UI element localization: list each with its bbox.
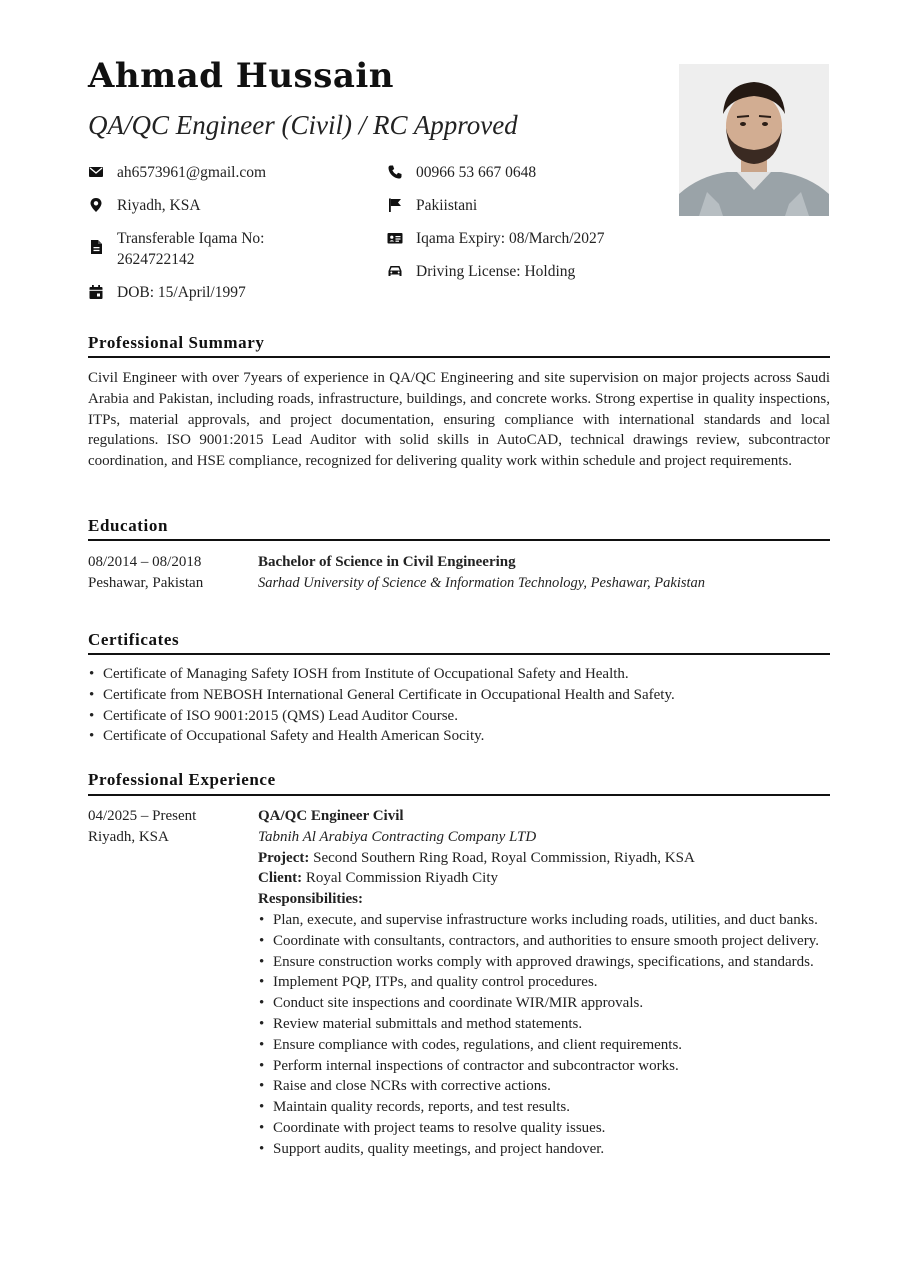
list-item: • Raise and close NCRs with corrective actions. [258,1076,830,1097]
profile-photo [679,64,829,216]
calendar-icon [88,284,104,300]
experience-details [258,806,830,1160]
contact-dob [88,282,246,303]
summary-text: Civil Engineer with over 7years of experience in QA/QC Engineering and site supervision on major projects across Saudi Arabia and Pakistan, including roads, infrastructure, buildings, and concrete works. Strong expertise in quality inspections, ITPs, material approvals, and project documentation, ensuring compliance with international standards and local regulations. ISO 9001:2015 Lead Auditor with solid skills in AutoCAD, technical drawings review, subcontractor coordination, and HSE compliance, recognized for delivering quality work within schedule and project requirements. [88,370,830,470]
contact-nationality-text: Pakiistani [416,197,478,214]
car-icon [387,263,403,279]
experience-client-value: Royal Commission Riyadh City [305,870,499,887]
experience-responsibilities-label: Responsibilities: [258,891,364,908]
list-item: • Ensure compliance with codes, regulations, and client requirements. [258,1035,830,1056]
document-icon [88,239,104,255]
certificates-heading: Certificates [88,630,180,649]
education-place: Peshawar, Pakistan [88,574,204,591]
list-item: • Review material submittals and method statements. [258,1014,830,1035]
phone-icon [387,164,403,180]
education-meta [88,552,203,594]
candidate-name: Ahmad Hussain [88,56,395,96]
contact-phone[interactable] [387,162,536,183]
responsibilities-list [258,910,830,1160]
contact-location-text: Riyadh, KSA [117,197,201,214]
experience-project-label: Project: [258,849,310,866]
contact-iqama-expiry [387,228,605,249]
id-card-icon [387,230,403,246]
experience-project-value: Second Southern Ring Road, Royal Commission, Riyadh, KSA [313,849,695,866]
contact-nationality [387,195,477,216]
contact-location [88,195,201,216]
experience-client-label: Client: [258,870,303,887]
contact-email-text[interactable]: ah6573961@gmail.com [117,164,267,181]
list-item: • Certificate of Managing Safety IOSH from Institute of Occupational Safety and Health. [88,664,830,685]
list-item: • Coordinate with consultants, contractors, and authorities to ensure smooth project delivery. [258,931,830,952]
experience-company: Tabnih Al Arabiya Contracting Company LTD [258,828,537,845]
experience-dates: 04/2025 – Present [88,808,197,824]
education-dates: 08/2014 – 08/2018 [88,554,202,570]
experience-project [258,848,830,869]
certificates-divider [88,653,830,655]
list-item: • Perform internal inspections of contractor and subcontractor works. [258,1056,830,1077]
summary-divider [88,356,830,358]
list-item: • Implement PQP, ITPs, and quality control procedures. [258,972,830,993]
contact-iqama-number: 2624722142 [117,251,195,268]
experience-client [258,868,830,889]
candidate-role: QA/QC Engineer (Civil) / RC Approved [88,110,518,140]
contact-iqama-expiry-text: Iqama Expiry: 08/March/2027 [416,230,605,247]
list-item: • Ensure construction works comply with approved drawings, specifications, and standards. [258,952,830,973]
list-item: • Coordinate with project teams to resolve quality issues. [258,1118,830,1139]
education-degree: Bachelor of Science in Civil Engineering [258,554,516,570]
list-item: • Certificate of ISO 9001:2015 (QMS) Lead Auditor Course. [88,706,830,727]
education-details [258,552,830,594]
experience-divider [88,794,830,796]
contact-driving-license-text: Driving License: Holding [416,263,576,280]
list-item: • Maintain quality records, reports, and test results. [258,1097,830,1118]
contact-email[interactable] [88,162,266,183]
list-item: • Support audits, quality meetings, and project handover. [258,1139,830,1160]
list-item: • Conduct site inspections and coordinate WIR/MIR approvals. [258,993,830,1014]
certificates-list [88,664,830,747]
flag-icon [387,197,403,213]
list-item: • Plan, execute, and supervise infrastructure works including roads, utilities, and duct banks. [258,910,830,931]
experience-place: Riyadh, KSA [88,828,169,845]
education-divider [88,539,830,541]
education-heading: Education [88,516,169,535]
contact-phone-text[interactable]: 00966 53 667 0648 [416,164,537,181]
experience-heading: Professional Experience [88,770,276,789]
list-item: • Certificate of Occupational Safety and Health American Socity. [88,726,830,747]
envelope-icon [88,164,104,180]
contact-iqama [88,228,265,270]
map-pin-icon [88,197,104,213]
contact-driving-license [387,261,575,282]
education-institution: Sarhad University of Science & Information Technology, Peshawar, Pakistan [258,574,706,591]
contact-dob-text: DOB: 15/April/1997 [117,284,246,301]
contact-iqama-label: Transferable Iqama No: [117,230,265,247]
experience-job-title: QA/QC Engineer Civil [258,808,404,824]
summary-heading: Professional Summary [88,333,265,352]
experience-meta [88,806,196,848]
list-item: • Certificate from NEBOSH International General Certificate in Occupational Health and Safety. [88,685,830,706]
profile-photo-illustration [679,64,829,216]
